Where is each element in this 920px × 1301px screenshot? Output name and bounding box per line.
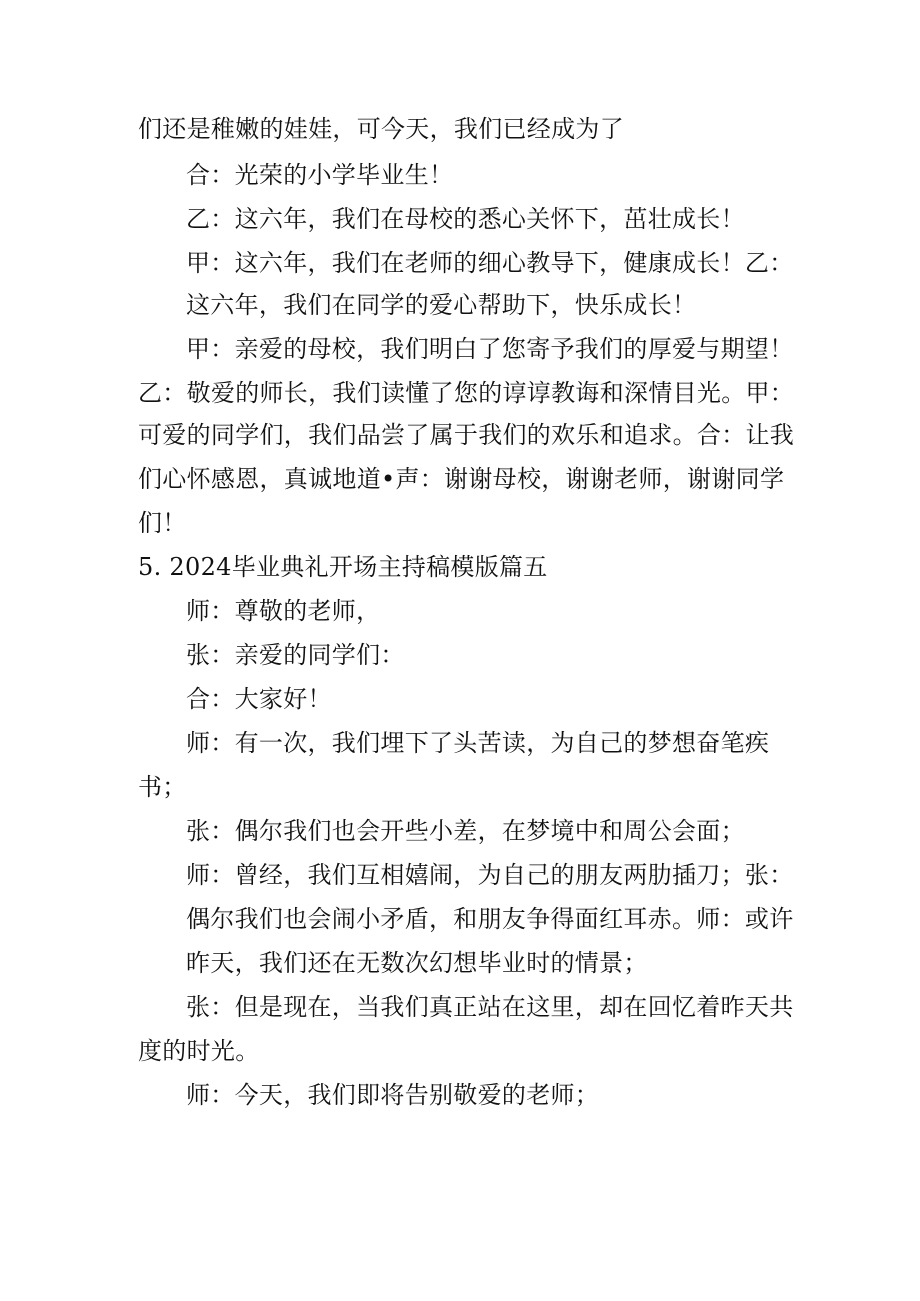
- text-line: 张：但是现在，当我们真正站在这里，却在回忆着昨天共: [186, 993, 794, 1021]
- text-line: 师：曾经，我们互相嬉闹，为自己的朋友两肋插刀；张：: [186, 861, 794, 889]
- text-line: 甲：这六年，我们在老师的细心教导下，健康成长！乙：: [186, 249, 794, 277]
- text-line: 书；: [138, 773, 187, 801]
- text-line: 乙：敬爱的师长，我们读懂了您的谆谆教诲和深情目光。甲：: [138, 379, 795, 407]
- text-line: 昨天，我们还在无数次幻想毕业时的情景；: [186, 949, 648, 977]
- text-line: 们心怀感恩，真诚地道•声：谢谢母校，谢谢老师，谢谢同学: [138, 465, 785, 493]
- text-line: 师：今天，我们即将告别敬爱的老师；: [186, 1081, 600, 1109]
- text-line: 甲：亲爱的母校，我们明白了您寄予我们的厚爱与期望！: [186, 335, 794, 363]
- text-line: 们还是稚嫩的娃娃，可今天，我们已经成为了: [138, 115, 624, 143]
- text-line: 度的时光。: [138, 1037, 260, 1065]
- text-line: 可爱的同学们，我们品尝了属于我们的欢乐和追求。合：让我: [138, 421, 795, 449]
- text-line: 张：亲爱的同学们：: [186, 641, 405, 669]
- text-line: 偶尔我们也会闹小矛盾，和朋友争得面红耳赤。师：或许: [186, 905, 794, 933]
- text-line: 师：有一次，我们埋下了头苦读，为自己的梦想奋笔疾: [186, 729, 770, 757]
- text-line: 们！: [138, 509, 187, 537]
- text-line: 合：光荣的小学毕业生！: [186, 161, 454, 189]
- section-heading: 5. 2024毕业典礼开场主持稿模版篇五: [138, 553, 548, 581]
- text-line: 合：大家好！: [186, 685, 332, 713]
- text-line: 张：偶尔我们也会开些小差，在梦境中和周公会面；: [186, 817, 745, 845]
- text-line: 师：尊敬的老师，: [186, 597, 381, 625]
- text-line: 乙：这六年，我们在母校的悉心关怀下，茁壮成长！: [186, 205, 745, 233]
- text-line: 这六年，我们在同学的爱心帮助下，快乐成长！: [186, 291, 697, 319]
